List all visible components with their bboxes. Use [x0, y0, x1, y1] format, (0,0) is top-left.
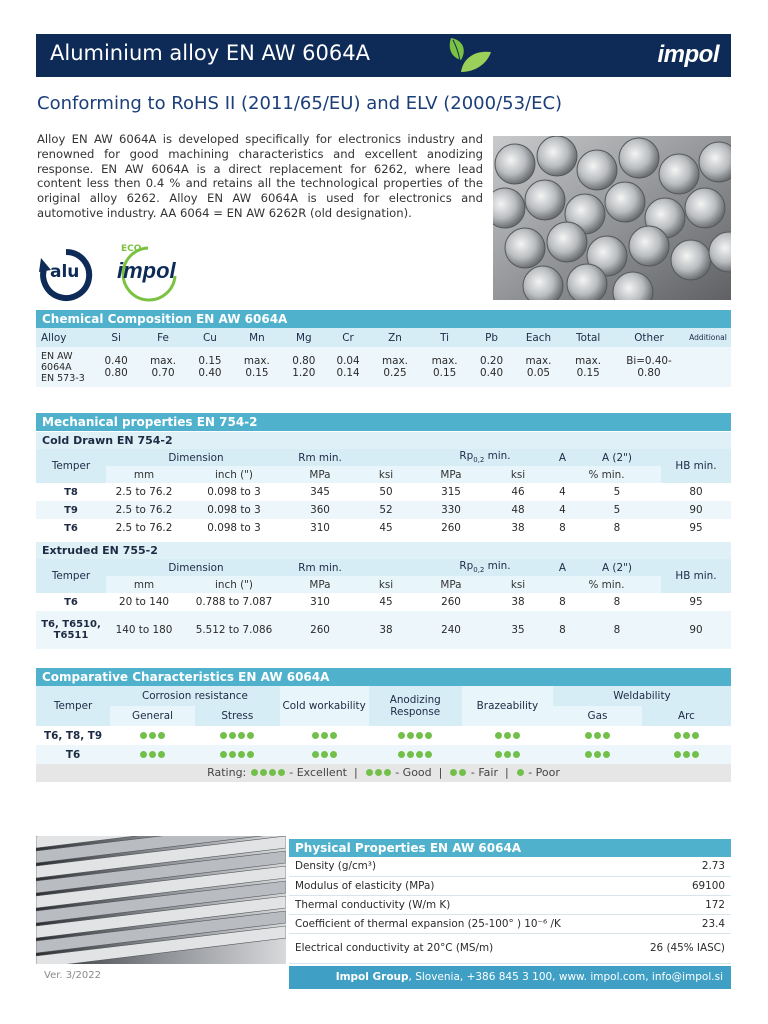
legend-sep: |	[438, 766, 443, 779]
chem-value-top: max.	[243, 355, 270, 367]
chem-h-mn: Mn	[249, 331, 265, 344]
chem-value-bottom: 0.15	[576, 367, 600, 379]
chem-value-bottom: 0.70	[151, 367, 175, 379]
mech-value-cell: 8	[613, 596, 621, 608]
mech-value-cell: 310	[310, 522, 330, 534]
mech-h-hb: HB min.	[675, 460, 717, 472]
rod-end	[537, 136, 577, 176]
rating-dot	[513, 732, 520, 739]
chem-value-bottom: 0.05	[526, 367, 551, 379]
rod-end	[619, 138, 659, 178]
rating-dot	[603, 732, 610, 739]
mech-value-cell: 95	[689, 522, 703, 534]
mech-value-cell: 35	[511, 624, 525, 636]
u-ksi: ksi	[378, 468, 394, 481]
u-inch: inch (")	[215, 468, 253, 481]
chem-h-fe: Fe	[157, 331, 169, 344]
comp-section	[36, 668, 731, 782]
mech-value-cell: 2.5 to 76.2	[115, 486, 173, 498]
mech-value-cell: 315	[441, 486, 461, 498]
chem-value-cell	[514, 347, 564, 387]
mech-value-cell: 90	[689, 624, 703, 636]
chem-value-top: max.	[150, 355, 177, 367]
mech-value-cell: 4	[559, 486, 566, 498]
mech-value-cell: 0.098 to 3	[207, 504, 261, 516]
comp-h-arc: Arc	[678, 710, 695, 722]
mech-value-cell: 8	[559, 596, 566, 608]
phys-value: 26 (45% IASC)	[629, 933, 731, 963]
phys-title: Physical Properties EN AW 6064A	[289, 839, 731, 857]
rating-dot	[585, 751, 592, 758]
chem-additional-cell	[685, 347, 731, 387]
impol-logo: impol	[657, 41, 719, 68]
mech-h-a: A	[558, 561, 567, 574]
rating-dot	[398, 732, 405, 739]
footer-company: Impol Group	[335, 971, 409, 983]
chem-alloy-line3: EN 573-3	[41, 372, 85, 384]
rp-sub: 0,2	[473, 566, 485, 575]
rating-cell	[195, 726, 280, 745]
rating-dot	[692, 751, 699, 758]
eco-logos	[37, 240, 197, 302]
mech-h-dimension: Dimension	[168, 451, 224, 464]
u-mpa2: MPa	[440, 468, 462, 481]
comp-h-weld: Weldability	[613, 690, 671, 702]
u-ksi2: ksi	[510, 578, 526, 591]
mech-value-cell: 46	[511, 486, 525, 498]
rp-label: Rp	[459, 450, 474, 463]
u-ksi2: ksi	[510, 468, 526, 481]
chem-h-additional: Additional	[689, 333, 727, 342]
mech-value-cell: 0.098 to 3	[207, 522, 261, 534]
rating-dot	[321, 751, 328, 758]
footer-bar	[289, 966, 731, 989]
rp-suffix: min.	[484, 560, 511, 573]
mech-value-cell: 8	[613, 522, 621, 534]
comp-row	[36, 745, 731, 764]
cold-title: Cold Drawn EN 754-2	[36, 432, 731, 449]
chem-h-si: Si	[111, 331, 121, 344]
mech-value-cell: 4	[559, 504, 566, 516]
comp-h-corr: Corrosion resistance	[141, 690, 248, 702]
comp-temper-cell: T6	[65, 748, 81, 761]
chem-value-top: max.	[575, 355, 602, 367]
comp-h-braze: Brazeability	[462, 686, 553, 726]
rating-dot	[220, 751, 227, 758]
rating-dot	[398, 751, 405, 758]
mech-value-cell: 45	[379, 522, 393, 534]
chem-value-top: 0.20	[479, 355, 504, 367]
rp-suffix: min.	[484, 450, 511, 463]
temper-cell: T6	[64, 522, 78, 534]
rod-end	[567, 264, 607, 300]
chem-value-bottom: 0.40	[479, 367, 504, 379]
phys-value: 23.4	[629, 914, 731, 933]
rating-dot	[594, 732, 601, 739]
rating-dot	[513, 751, 520, 758]
chem-h-cr: Cr	[342, 331, 354, 344]
chem-value-cell	[282, 347, 326, 387]
legend-sep: |	[504, 766, 509, 779]
rating-dot	[495, 751, 502, 758]
chem-value-bottom: 1.20	[292, 367, 316, 379]
mech-h-a2: A (2")	[602, 451, 632, 464]
chem-h-mg: Mg	[296, 331, 312, 344]
temper-cell: T6, T6510, T6511	[41, 619, 101, 641]
rating-dot	[416, 732, 423, 739]
rating-dot	[585, 732, 592, 739]
comp-row	[36, 726, 731, 745]
mech-value-cell: 260	[441, 596, 461, 608]
rating-cell	[553, 726, 642, 745]
u-pct: % min.	[588, 578, 625, 591]
mech-value-cell: 95	[689, 596, 703, 608]
rod-end	[685, 188, 725, 228]
u-pct: % min.	[588, 468, 625, 481]
rating-dot	[238, 751, 245, 758]
rating-dot	[321, 732, 328, 739]
rating-dot	[238, 732, 245, 739]
rating-dot	[683, 732, 690, 739]
comp-h-anod: Anodizing Response	[389, 694, 441, 718]
rod-end	[547, 222, 587, 262]
mech-value-cell: 50	[379, 486, 393, 498]
footer-contact: , Slovenia, +386 845 3 100, www. impol.com, info@impol.si	[408, 971, 723, 983]
mech-value-cell: 90	[689, 504, 703, 516]
chem-value-cell	[326, 347, 370, 387]
chem-h-zn: Zn	[388, 331, 402, 344]
legend-dots-3	[365, 766, 392, 779]
phys-row	[289, 914, 731, 933]
phys-value: 69100	[629, 876, 731, 895]
chem-value-top: max.	[525, 355, 552, 367]
alu-label: alu	[50, 262, 80, 282]
comp-h-temper: Temper	[53, 700, 93, 712]
u-mpa: MPa	[309, 468, 331, 481]
chem-alloy-cell	[36, 347, 94, 387]
mech-value-cell: 38	[511, 596, 525, 608]
comp-title: Comparative Characteristics EN AW 6064A	[36, 668, 731, 686]
mech-value-cell: 0.098 to 3	[207, 486, 261, 498]
comp-table	[36, 686, 731, 764]
rating-cell	[369, 745, 462, 764]
rating-dot	[425, 751, 432, 758]
chem-section	[36, 310, 731, 387]
rating-dot	[158, 751, 165, 758]
chem-value-cell	[94, 347, 138, 387]
chem-alloy-line1: EN AW	[41, 350, 73, 362]
chem-value-cell	[613, 347, 685, 387]
chem-value-cell	[563, 347, 613, 387]
rod-end	[671, 240, 711, 280]
chem-value-cell	[420, 347, 470, 387]
legend-fair: - Fair	[470, 766, 498, 779]
rating-dot	[229, 751, 236, 758]
version-label: Ver. 3/2022	[44, 970, 101, 981]
chem-title: Chemical Composition EN AW 6064A	[36, 310, 731, 328]
chem-alloy-line2: 6064A	[41, 361, 72, 373]
chem-value-cell	[469, 347, 513, 387]
rp-label: Rp	[459, 560, 474, 573]
mech-value-cell: 5.512 to 7.086	[195, 624, 273, 636]
rating-cell	[195, 745, 280, 764]
phys-value: 2.73	[629, 857, 731, 876]
rating-dot	[495, 732, 502, 739]
rating-cell	[642, 726, 731, 745]
mech-h-rp	[418, 559, 552, 576]
chem-value-bottom: 0.15	[433, 367, 457, 379]
mech-h-a2: A (2")	[602, 561, 632, 574]
mech-h-rm: Rm min.	[298, 451, 342, 464]
comp-h-stress: Stress	[221, 710, 254, 722]
rating-dot	[229, 732, 236, 739]
ext-title: Extruded EN 755-2	[36, 542, 731, 559]
phys-row	[289, 933, 731, 963]
phys-label: Coefficient of thermal expansion (25-100° ) 10⁻⁶ /K	[289, 914, 629, 933]
rating-dot	[140, 751, 147, 758]
temper-cell: T6	[64, 596, 78, 608]
chem-value-top: max.	[431, 355, 458, 367]
rod-end	[495, 144, 535, 184]
leaf-icon	[441, 34, 493, 77]
rating-dot	[330, 751, 337, 758]
chem-h-other: Other	[634, 331, 664, 344]
mech-value-cell: 8	[613, 624, 621, 636]
phys-label: Modulus of elasticity (MPa)	[289, 876, 629, 895]
chem-h-total: Total	[576, 331, 601, 344]
mech-value-cell: 360	[310, 504, 330, 516]
mech-value-cell: 0.788 to 7.087	[195, 596, 273, 608]
rating-cell	[280, 726, 369, 745]
rod-end	[605, 182, 645, 222]
rating-dot	[330, 732, 337, 739]
rating-cell	[110, 745, 195, 764]
temper-cell: T9	[64, 504, 78, 516]
phys-label: Thermal conductivity (W/m K)	[289, 895, 629, 914]
temper-cell: T8	[64, 486, 78, 498]
phys-section	[289, 839, 731, 964]
chem-value-bottom: 0.15	[245, 367, 269, 379]
mech-section	[36, 413, 731, 649]
phys-value: 172	[629, 895, 731, 914]
rating-dot	[425, 732, 432, 739]
mech-value-cell: 20 to 140	[118, 596, 170, 608]
rod-end	[523, 266, 563, 300]
rating-dot	[683, 751, 690, 758]
mech-h-dimension: Dimension	[168, 561, 224, 574]
mech-value-cell: 52	[379, 504, 393, 516]
rating-dot	[247, 751, 254, 758]
chem-value-cell	[138, 347, 188, 387]
rod-end	[505, 228, 545, 268]
rating-dot	[312, 732, 319, 739]
rating-cell	[462, 726, 553, 745]
rating-dot	[504, 732, 511, 739]
rating-legend	[36, 764, 731, 782]
u-inch: inch (")	[215, 578, 253, 591]
mech-value-cell: 330	[441, 504, 461, 516]
mech-value-cell: 5	[613, 504, 621, 516]
chem-h-cu: Cu	[203, 331, 217, 344]
ext-table	[36, 559, 731, 649]
rating-cell	[553, 745, 642, 764]
rating-cell	[462, 745, 553, 764]
mech-value-cell: 2.5 to 76.2	[115, 504, 173, 516]
comp-h-general: General	[110, 706, 195, 726]
chem-value-cell	[188, 347, 232, 387]
aluminium-bars-photo	[36, 836, 286, 964]
mech-row	[36, 611, 731, 649]
phys-table	[289, 857, 731, 964]
chem-value-top: max.	[382, 355, 408, 367]
legend-dots-4	[250, 766, 286, 779]
rating-dot	[407, 732, 414, 739]
rod-end	[525, 180, 565, 220]
mech-row	[36, 501, 731, 519]
mech-h-temper: Temper	[51, 570, 91, 582]
chem-value-bottom: 0.25	[383, 367, 407, 379]
eco-brand: impol	[117, 258, 176, 283]
chem-value-top: Bi=0.40-	[626, 355, 672, 367]
chem-value-top: 0.80	[292, 355, 316, 367]
comp-h-gas: Gas	[553, 706, 642, 726]
chem-value-bottom: 0.40	[198, 367, 222, 379]
comp-temper-cell: T6, T8, T9	[44, 729, 103, 742]
chem-value-top: 0.40	[104, 355, 128, 367]
legend-prefix: Rating:	[207, 766, 247, 779]
rating-dot	[674, 732, 681, 739]
rating-dot	[594, 751, 601, 758]
rating-cell	[642, 745, 731, 764]
mech-value-cell: 310	[310, 596, 330, 608]
rating-cell	[369, 726, 462, 745]
rating-dot	[407, 751, 414, 758]
mech-value-cell: 2.5 to 76.2	[115, 522, 173, 534]
chem-h-each: Each	[525, 331, 552, 344]
phys-row	[289, 876, 731, 895]
legend-poor: - Poor	[528, 766, 560, 779]
intro-paragraph: Alloy EN AW 6064A is developed specifically for electronics industry and renowned for good machining characteristics and excellent anodizing response. EN AW 6064A is a direct replacement for 6262, where lead content less then 0.4 % and retains all the technological properties of the original alloy 6262. Alloy EN AW 6064A is used for electronics and automotive industry. AA 6064 = EN AW 6262R (old designation).	[37, 132, 483, 220]
rating-dot	[504, 751, 511, 758]
header-bar	[36, 34, 731, 77]
rating-cell	[110, 726, 195, 745]
phys-row	[289, 895, 731, 914]
mech-value-cell: 260	[310, 624, 330, 636]
u-ksi: ksi	[378, 578, 394, 591]
chem-value-cell	[370, 347, 420, 387]
mech-value-cell: 48	[511, 504, 525, 516]
mech-h-rp	[418, 449, 552, 466]
comp-h-cold: Cold workability	[280, 686, 369, 726]
phys-row	[289, 857, 731, 876]
mech-value-cell: 8	[559, 522, 566, 534]
phys-label: Electrical conductivity at 20°C (MS/m)	[289, 933, 629, 963]
mech-title: Mechanical properties EN 754-2	[36, 413, 731, 431]
legend-good: - Good	[395, 766, 432, 779]
mech-h-temper: Temper	[51, 460, 91, 472]
rating-dot	[149, 751, 156, 758]
mech-value-cell: 8	[559, 624, 566, 636]
rod-end	[577, 150, 617, 190]
legend-sep: |	[353, 766, 358, 779]
chem-value-cell	[232, 347, 282, 387]
subtitle: Conforming to RoHS II (2011/65/EU) and ELV (2000/53/EC)	[37, 93, 563, 114]
chem-value-bottom: 0.80	[104, 367, 128, 379]
u-mpa: MPa	[309, 578, 331, 591]
rating-dot	[149, 732, 156, 739]
rod-end	[659, 154, 699, 194]
chem-value-bottom: 0.14	[336, 367, 360, 379]
mech-value-cell: 5	[613, 486, 621, 498]
u-mpa2: MPa	[440, 578, 462, 591]
mech-value-cell: 240	[441, 624, 461, 636]
rating-dot	[158, 732, 165, 739]
legend-dots-1	[516, 766, 525, 779]
aluminium-rods-photo	[493, 136, 731, 300]
page-title: Aluminium alloy EN AW 6064A	[50, 41, 370, 65]
rating-dot	[312, 751, 319, 758]
rating-dot	[416, 751, 423, 758]
mech-value-cell: 140 to 180	[115, 624, 173, 636]
chem-value-top: 0.15	[198, 355, 222, 367]
rating-dot	[603, 751, 610, 758]
rating-dot	[140, 732, 147, 739]
chem-h-pb: Pb	[485, 331, 498, 344]
mech-value-cell: 38	[379, 624, 393, 636]
mech-value-cell: 38	[511, 522, 525, 534]
rating-dot	[220, 732, 227, 739]
u-mm: mm	[133, 468, 155, 481]
mech-value-cell: 45	[379, 596, 393, 608]
rating-cell	[280, 745, 369, 764]
mech-value-cell: 260	[441, 522, 461, 534]
rp-sub: 0,2	[473, 456, 485, 465]
mech-h-rm: Rm min.	[298, 561, 342, 574]
u-mm: mm	[133, 578, 155, 591]
chem-value-top: 0.04	[336, 355, 360, 367]
mech-value-cell: 80	[689, 486, 703, 498]
eco-label: ECO	[121, 244, 142, 254]
cold-table	[36, 449, 731, 537]
legend-excellent: - Excellent	[289, 766, 347, 779]
rating-dot	[247, 732, 254, 739]
mech-h-hb: HB min.	[675, 570, 717, 582]
rating-dot	[674, 751, 681, 758]
phys-label: Density (g/cm³)	[289, 857, 629, 876]
chem-h-ti: Ti	[440, 331, 450, 344]
mech-row	[36, 519, 731, 537]
mech-row	[36, 593, 731, 611]
mech-h-a: A	[558, 451, 567, 464]
chem-value-bottom: 0.80	[637, 367, 661, 379]
chem-table	[36, 328, 731, 387]
legend-dots-2	[449, 766, 467, 779]
mech-value-cell: 345	[310, 486, 330, 498]
mech-row	[36, 483, 731, 501]
rod-end	[629, 226, 669, 266]
rating-dot	[692, 732, 699, 739]
chem-h-alloy: Alloy	[41, 331, 67, 344]
